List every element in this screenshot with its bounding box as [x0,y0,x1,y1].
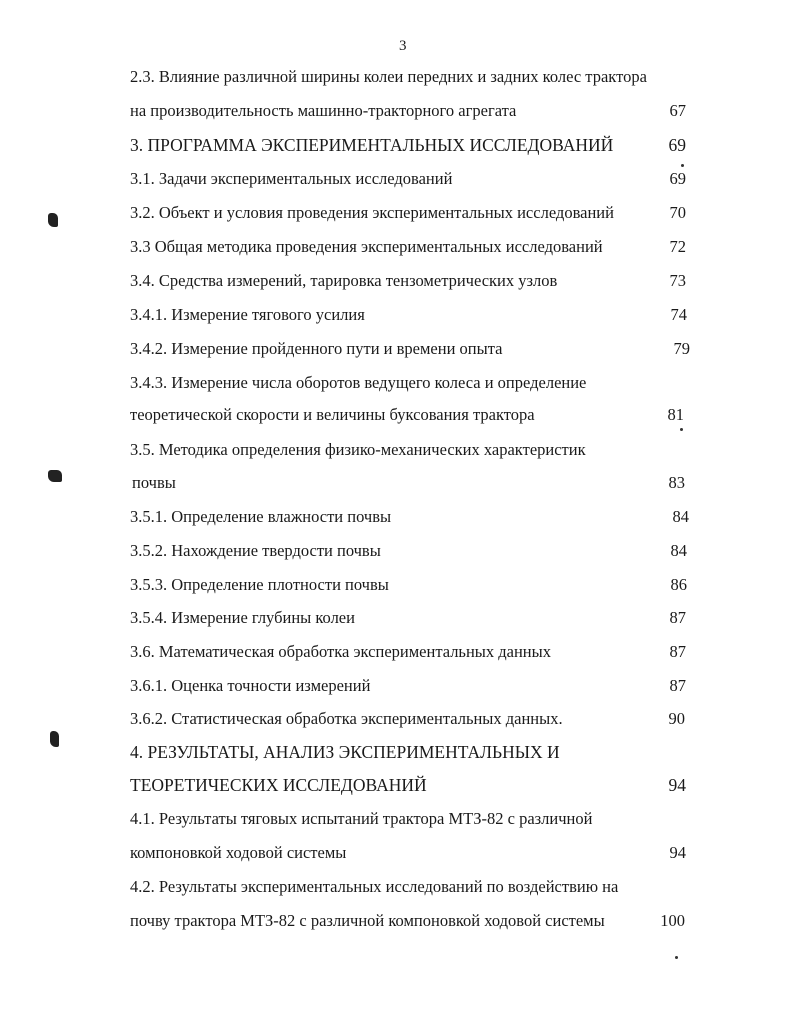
toc-entry [0,874,791,900]
toc-entry [0,64,791,90]
toc-entry-page: 69 [668,135,686,155]
toc-entry-page: 74 [670,305,687,324]
toc-entry-page: 87 [669,642,686,661]
toc-entry-page: 94 [668,775,686,795]
toc-entry-text: 3.3 Общая методика проведения экспериментальных исследований [130,237,603,256]
toc-entry-text: 2.3. Влияние различной ширины колеи передних и задних колес трактора [130,67,647,86]
toc-entry-text: теоретической скорости и величины буксования трактора [130,405,535,424]
toc-entry-page: 84 [672,507,689,526]
toc-entry-page: 70 [669,203,686,222]
toc-entry [0,402,791,428]
toc-entry-page: 72 [669,237,686,256]
toc-entry [0,302,791,328]
toc-entry [0,538,791,564]
toc-entry [0,908,791,934]
toc-entry-text: 4. РЕЗУЛЬТАТЫ, АНАЛИЗ ЭКСПЕРИМЕНТАЛЬНЫХ И [130,742,560,762]
toc-entry-text: 3.4. Средства измерений, тарировка тензометрических узлов [130,271,558,290]
toc-entry-text: 3.1. Задачи экспериментальных исследований [130,169,453,188]
toc-entry-text: почвы [132,473,176,492]
toc-entry-text: 3.4.3. Измерение числа оборотов ведущего колеса и определение [130,373,587,392]
toc-entry-text: почву трактора МТЗ-82 с различной компоновкой ходовой системы [130,911,605,930]
toc-entry [0,605,791,631]
toc-entry-page: 86 [670,575,687,594]
toc-entry [0,572,791,598]
toc-entry-page: 87 [669,676,686,695]
toc-entry-text: 4.2. Результаты экспериментальных исследований по воздействию на [130,877,619,896]
toc-entry-text: 3.6.2. Статистическая обработка экспериментальных данных. [130,709,563,728]
toc-entry-page: 90 [668,709,685,728]
toc-entry-page: 94 [669,843,686,862]
toc-entry-page: 67 [669,101,686,120]
toc-entry [0,840,791,866]
toc-entry [0,268,791,294]
toc-entry-text: 4.1. Результаты тяговых испытаний трактора МТЗ-82 с различной [130,809,593,828]
toc-entry-text: 3.4.2. Измерение пройденного пути и времени опыта [130,339,503,358]
toc-entry [0,437,791,463]
toc-entry [0,739,791,765]
toc-entry-text: ТЕОРЕТИЧЕСКИХ ИССЛЕДОВАНИЙ [130,775,427,795]
toc-entry-text: 3.4.1. Измерение тягового усилия [130,305,365,324]
toc-entry [0,504,791,530]
toc-entry [0,673,791,699]
toc-entry-text: на производительность машинно-тракторного агрегата [130,101,517,120]
toc-entry-page: 84 [670,541,687,560]
toc-entry-text: 3.5.4. Измерение глубины колеи [130,608,355,627]
toc-entry-text: 3.2. Объект и условия проведения экспериментальных исследований [130,203,614,222]
toc-entry [0,98,791,124]
toc-entry [0,166,791,192]
toc-entry-page: 83 [668,473,685,492]
speck [680,428,683,431]
toc-entry-text: 3. ПРОГРАММА ЭКСПЕРИМЕНТАЛЬНЫХ ИССЛЕДОВАНИЙ [130,135,614,155]
toc-entry-page: 69 [669,169,686,188]
toc-entry-text: 3.6. Математическая обработка экспериментальных данных [130,642,551,661]
toc-entry [0,639,791,665]
toc-entry-text: 3.5.3. Определение плотности почвы [130,575,389,594]
toc-entry-text: 3.5.1. Определение влажности почвы [130,507,392,526]
toc-entry [0,234,791,260]
toc-entry-text: 3.5.2. Нахождение твердости почвы [130,541,381,560]
toc-entry [0,336,791,362]
toc-entry [0,470,791,496]
toc-entry [0,772,791,798]
toc-entry-page: 87 [669,608,686,627]
toc-entry-page: 79 [673,339,690,358]
toc-entry-page: 81 [667,405,684,424]
speck [675,956,678,959]
toc-entry-text: компоновкой ходовой системы [130,843,347,862]
toc-entry [0,706,791,732]
toc-entry [0,132,791,158]
toc-entry [0,370,791,396]
page-number: 3 [399,38,407,54]
toc-entry-text: 3.5. Методика определения физико-механических характеристик [130,440,586,459]
toc-entry [0,200,791,226]
toc-entry-page: 73 [669,271,686,290]
toc-entry [0,806,791,832]
toc-entry-page: 100 [660,911,685,930]
toc-entry-text: 3.6.1. Оценка точности измерений [130,676,371,695]
